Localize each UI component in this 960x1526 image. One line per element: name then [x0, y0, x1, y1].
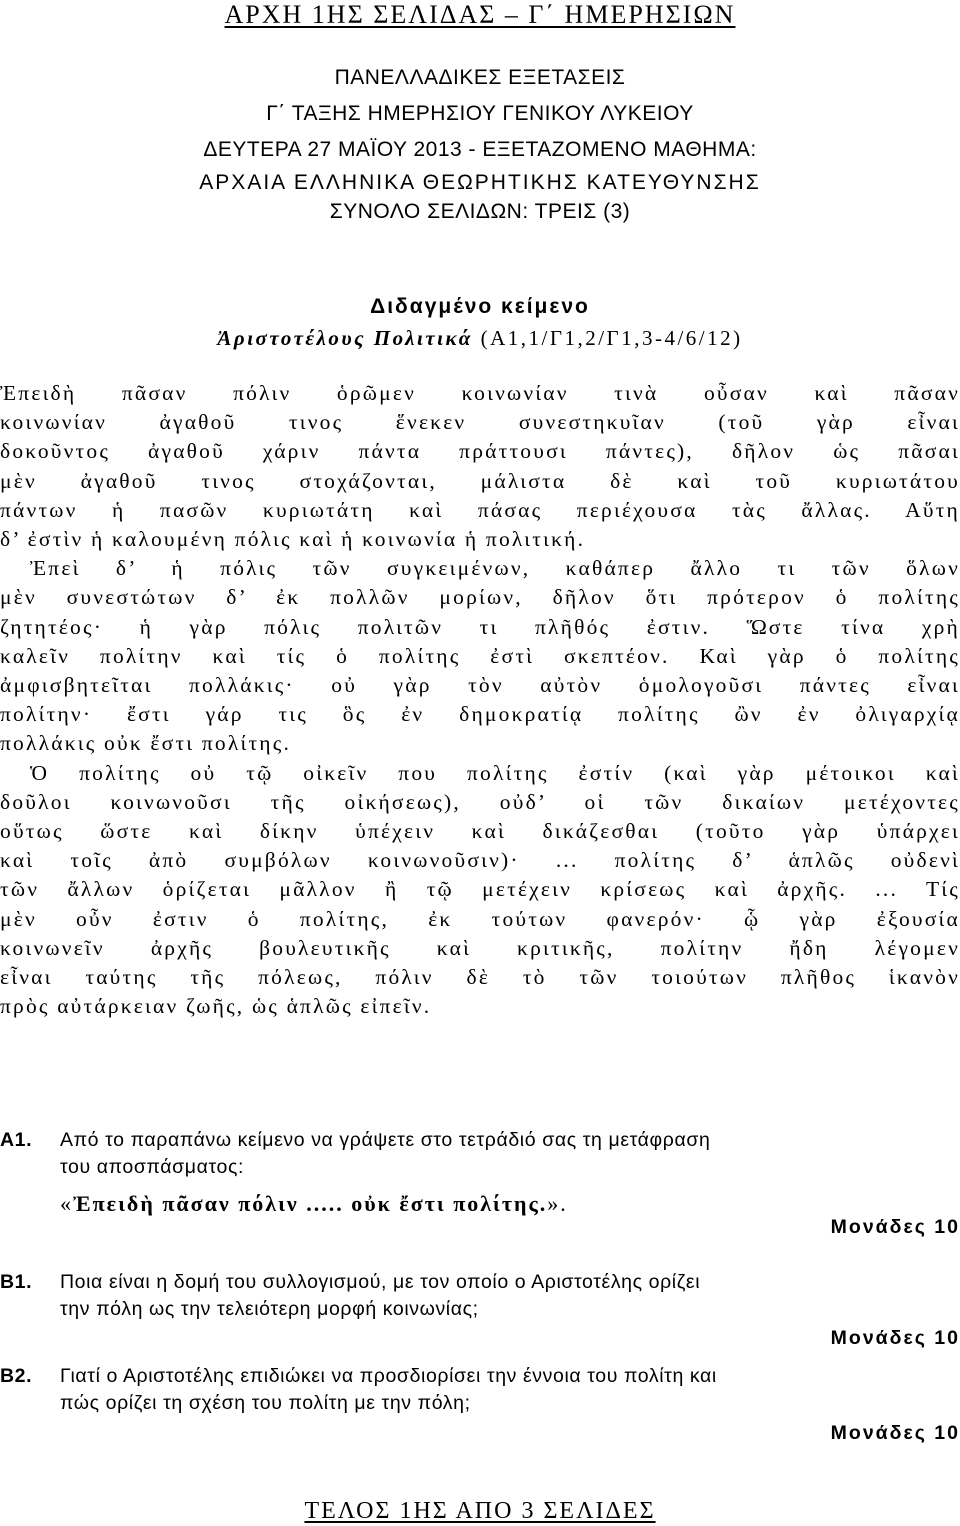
- passage-line: ἀμφισβητεῖται πολλάκις· οὐ γὰρ τὸν αὐτὸν ὁμολογοῦσι πάντες εἶναι: [0, 673, 960, 698]
- passage-line: Ὁ πολίτης οὐ τῷ οἰκεῖν που πολίτης ἐστίν (καὶ γὰρ μέτοικοι καὶ: [30, 760, 960, 785]
- text-source-ref: (Α1,1/Γ1,2/Γ1,3-4/6/12): [472, 326, 743, 350]
- quote-open: «: [60, 1191, 73, 1216]
- page-top-banner: [0, 0, 960, 30]
- passage-line: καλεῖν πολίτην καὶ τίς ὁ πολίτης ἐστὶ σκεπτέον. Καὶ γὰρ ὁ πολίτης: [0, 643, 960, 668]
- question-a1-units: Μονάδες 10: [830, 1216, 960, 1238]
- passage-line: πάντων ἡ πασῶν κυριωτάτη καὶ πάσας περιέχουσα τὰς ἄλλας. Αὕτη: [0, 497, 960, 522]
- passage-line: Ἐπειδὴ πᾶσαν πόλιν ὁρῶμεν κοινωνίαν τινὰ οὖσαν καὶ πᾶσαν: [0, 381, 960, 405]
- passage-line: πολίτην· ἔστι γάρ τις ὃς ἐν δημοκρατίᾳ πολίτης ὢν ἐν ὀλιγαρχίᾳ: [0, 702, 960, 727]
- header-line-page-count: ΣΥΝΟΛΟ ΣΕΛΙΔΩΝ: ΤΡΕΙΣ (3): [329, 200, 631, 223]
- passage-line: κοινωνεῖν ἀρχῆς βουλευτικῆς καὶ κριτικῆς, πολίτην ἤδη λέγομεν: [0, 935, 960, 960]
- passage-line: οὕτως ὥστε καὶ δίκην ὑπέχειν καὶ δικάζεσθαι (τοῦτο γὰρ ὑπάρχει: [0, 819, 960, 844]
- question-text-line: πώς ορίζει τη σχέση του πολίτη με την πόλη;: [60, 1392, 471, 1414]
- question-b2-units: Μονάδες 10: [830, 1422, 960, 1444]
- quote-close: ».: [547, 1191, 568, 1216]
- passage-line: ζητητέος· ἡ γὰρ πόλις πολιτῶν τι πλῆθός ἐστιν. Ὥστε τίνα χρὴ: [0, 614, 960, 639]
- passage-line: πολλάκις οὐκ ἔστι πολίτης.: [0, 731, 292, 756]
- question-text-line: την πόλη ως την τελειότερη μορφή κοινωνίας;: [60, 1298, 479, 1320]
- passage-line: πρὸς αὐτάρκειαν ζωῆς, ὡς ἁπλῶς εἰπεῖν.: [0, 994, 432, 1019]
- header-line-subject: ΑΡΧΑΙΑ ΕΛΛΗΝΙΚΑ ΘΕΩΡΗΤΙΚΗΣ ΚΑΤΕΥΘΥΝΣΗΣ: [199, 171, 761, 194]
- passage-line: δοκοῦντος ἀγαθοῦ χάριν πάντα πράττουσι πάντες), δῆλον ὡς πᾶσαι: [0, 439, 960, 464]
- question-a1-quote: [60, 1190, 568, 1218]
- passage-line: μὲν ἀγαθοῦ τινος στοχάζονται, μάλιστα δὲ καὶ τοῦ κυριωτάτου: [0, 468, 960, 493]
- question-number: Α1.: [0, 1129, 33, 1151]
- question-b1-units: Μονάδες 10: [830, 1327, 960, 1349]
- passage-line: μὲν οὖν ἐστιν ὁ πολίτης, ἐκ τούτων φανερόν· ᾧ γὰρ ἐξουσία: [0, 906, 960, 931]
- passage-line: δ’ ἐστὶν ἡ καλουμένη πόλις καὶ ἡ κοινωνία ἡ πολιτική.: [0, 527, 586, 552]
- page-footer: [0, 1497, 960, 1525]
- passage-line: τῶν ἄλλων ὁρίζεται μᾶλλον ἢ τῷ μετέχειν κρίσεως καὶ ἀρχῆς. ... Τίς: [0, 877, 960, 902]
- question-text: [60, 1127, 960, 1181]
- question-number: Β2.: [0, 1365, 33, 1387]
- question-text-line: Γιατί ο Αριστοτέλης επιδιώκει να προσδιορίσει την έννοια του πολίτη και: [60, 1365, 717, 1387]
- question-text-line: Ποια είναι η δομή του συλλογισμού, με τον οποίο ο Αριστοτέλης ορίζει: [60, 1271, 701, 1293]
- question-text-line: του αποσπάσματος:: [60, 1156, 244, 1178]
- question-text-line: Από το παραπάνω κείμενο να γράψετε στο τετράδιό σας τη μετάφραση: [60, 1129, 711, 1151]
- text-source-author: Ἀριστοτέλους Πολιτικά: [217, 326, 473, 350]
- header-line-exams: ΠΑΝΕΛΛΑΔΙΚΕΣ ΕΞΕΤΑΣΕΙΣ: [334, 66, 626, 89]
- top-banner-text: ΑΡΧΗ 1ΗΣ ΣΕΛΙΔΑΣ – Γ΄ ΗΜΕΡΗΣΙΩΝ: [224, 0, 736, 29]
- passage-line: καὶ τοῖς ἀπὸ συμβόλων κοινωνοῦσιν)· ... πολίτης δ’ ἁπλῶς οὐδενὶ: [0, 848, 960, 873]
- exam-header: [0, 60, 960, 226]
- header-line-class: Γ΄ ΤΑΞΗΣ ΗΜΕΡΗΣΙΟΥ ΓΕΝΙΚΟΥ ΛΥΚΕΙΟΥ: [266, 102, 694, 125]
- text-title: Διδαγμένο κείμενο: [370, 295, 590, 318]
- footer-text: ΤΕΛΟΣ 1ΗΣ ΑΠΟ 3 ΣΕΛΙΔΕΣ: [304, 1498, 656, 1524]
- text-source: [0, 324, 960, 352]
- passage-line: εἶναι ταύτης τῆς πόλεως, πόλιν δὲ τὸ τῶν τοιούτων πλῆθος ἱκανὸν: [0, 965, 960, 990]
- passage-line: δοῦλοι κοινωνοῦσι τῆς οἰκήσεως), οὐδ’ οἱ τῶν δικαίων μετέχοντες: [0, 789, 960, 814]
- question-text: [60, 1269, 960, 1323]
- greek-passage: [0, 379, 960, 1021]
- quote-bold-text: Ἐπειδὴ πᾶσαν πόλιν ..... οὐκ ἔστι πολίτης.: [73, 1191, 548, 1216]
- passage-line: Ἐπεὶ δ’ ἡ πόλις τῶν συγκειμένων, καθάπερ ἄλλο τι τῶν ὅλων: [30, 556, 960, 581]
- passage-line: κοινωνίαν ἀγαθοῦ τινος ἕνεκεν συνεστηκυῖαν (τοῦ γὰρ εἶναι: [0, 410, 960, 435]
- question-text: [60, 1363, 960, 1417]
- passage-line: μὲν συνεστώτων δ’ ἐκ πολλῶν μορίων, δῆλον ὅτι πρότερον ὁ πολίτης: [0, 585, 960, 610]
- header-line-date-subject: ΔΕΥΤΕΡΑ 27 ΜΑΪΟΥ 2013 - ΕΞΕΤΑΖΟΜΕΝΟ ΜΑΘΗΜΑ:: [203, 138, 757, 161]
- question-number: Β1.: [0, 1271, 33, 1293]
